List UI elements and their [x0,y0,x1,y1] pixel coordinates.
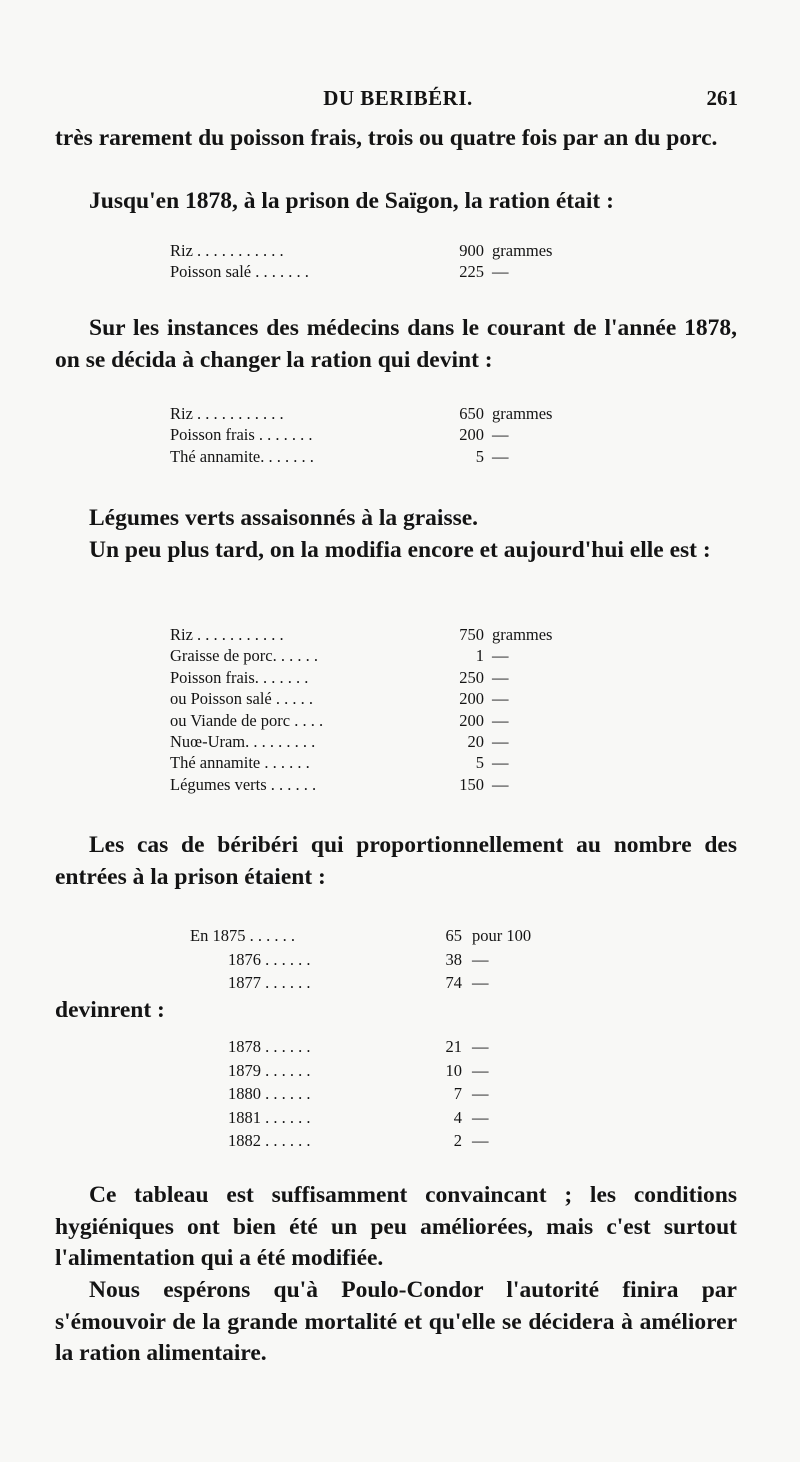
row-label: 1881 . . . . . . [228,1107,311,1127]
table-row [170,645,610,666]
table-row [190,1035,570,1059]
table-row [190,1059,570,1083]
row-label: Nuœ-Uram. . . . . . . . . [170,731,316,751]
table-row [170,624,610,645]
table-row [170,752,610,773]
row-label: 1876 . . . . . . [228,949,311,969]
row-value: 200 [459,689,484,709]
row-value: 250 [459,667,484,687]
row-value: 1 [475,646,484,666]
page-number: 261 [706,86,738,110]
row-value: 150 [459,774,484,794]
paragraph-6: Les cas de béribéri qui proportionnellement au nombre des entrées à la prison étaient : [55,832,737,890]
row-label: Thé annamite. . . . . . . [170,446,314,466]
row-label: Poisson frais. . . . . . . [170,667,309,687]
row-unit: — [492,646,509,666]
table-row [170,710,610,731]
paragraph-1: très rarement du poisson frais, trois ou quatre fois par an du porc. [55,125,718,151]
row-unit: — [472,1084,489,1104]
running-header [58,86,738,116]
table-row [170,261,610,282]
row-value: 65 [445,926,462,945]
row-value: 20 [467,731,484,751]
ration-table-before-1878 [170,240,610,283]
paragraph-8: Ce tableau est suffisamment convaincant ; les conditions hygiéniques ont bien été un peu améliorées, mais c'est surtout l'alimentation qui a été modifiée. [55,1182,737,1271]
row-unit: — [492,262,509,282]
table-row [170,240,610,261]
row-unit: grammes [492,625,553,644]
row-value: 21 [445,1037,462,1056]
table-row [190,948,570,972]
row-label: ou Viande de porc . . . . [170,710,324,730]
paragraph-2: Jusqu'en 1878, à la prison de Saïgon, la ration était : [89,188,614,214]
row-unit: grammes [492,241,553,260]
row-unit: — [492,667,509,687]
row-unit: — [472,949,489,969]
table-row [170,424,610,445]
ration-table-current [170,624,610,795]
row-unit: — [492,731,509,751]
table-row [170,667,610,688]
row-value: 10 [445,1060,462,1080]
row-unit: — [492,774,509,794]
row-value: 2 [453,1131,462,1151]
beriberi-rates-before [190,924,570,995]
paragraph-5: Un peu plus tard, on la modifia encore et aujourd'hui elle est : [89,537,711,563]
row-unit: — [492,710,509,730]
row-value: 38 [445,949,462,969]
table-row [170,774,610,795]
paragraph-3: Sur les instances des médecins dans le courant de l'année 1878, on se décida à changer la ration qui devint : [55,315,737,373]
row-unit: — [472,1060,489,1080]
row-value: 7 [453,1084,462,1104]
row-unit: — [492,689,509,709]
table-row [170,731,610,752]
row-label: Riz . . . . . . . . . . . [170,241,284,260]
row-label: Légumes verts . . . . . . [170,774,317,794]
row-value: 750 [459,625,484,644]
row-unit: pour 100 [472,926,532,945]
table-row [190,1082,570,1106]
row-value: 74 [445,973,462,993]
row-unit: — [472,1107,489,1127]
row-value: 650 [459,404,484,423]
paragraph-9: Nous espérons qu'à Poulo-Condor l'autorité finira par s'émouvoir de la grande mortalité et qu'elle se décidera à améliorer la ration alimentaire. [55,1277,737,1366]
row-value: 200 [459,425,484,445]
row-unit: — [472,1037,489,1056]
row-value: 225 [459,262,484,282]
table-row [170,403,610,424]
row-label: Riz . . . . . . . . . . . [170,404,284,423]
table-row [170,446,610,467]
row-label: 1882 . . . . . . [228,1131,311,1151]
row-value: 4 [453,1107,462,1127]
table-row [190,1129,570,1153]
row-label: ou Poisson salé . . . . . [170,689,314,709]
row-value: 5 [475,753,484,773]
row-value: 900 [459,241,484,260]
row-unit: — [472,1131,489,1151]
row-unit: — [492,446,509,466]
row-unit: — [492,425,509,445]
row-label: 1880 . . . . . . [228,1084,311,1104]
row-label: Poisson salé . . . . . . . [170,262,309,282]
running-title: DU BERIBÉRI. [323,86,473,110]
table-row [190,924,570,948]
row-unit: — [472,973,489,993]
table-row [170,688,610,709]
row-value: 200 [459,710,484,730]
table-row [190,971,570,995]
row-unit: grammes [492,404,553,423]
row-value: 5 [475,446,484,466]
row-label: Poisson frais . . . . . . . [170,425,313,445]
paragraph-4: Légumes verts assaisonnés à la graisse. [89,505,479,531]
row-label: Graisse de porc. . . . . . [170,646,319,666]
paragraph-7: devinrent : [55,997,165,1023]
table-row [190,1106,570,1130]
row-label: En 1875 . . . . . . [190,926,295,945]
row-label: 1877 . . . . . . [228,973,311,993]
row-label: 1879 . . . . . . [228,1060,311,1080]
row-unit: — [492,753,509,773]
ration-table-1878 [170,403,610,467]
beriberi-rates-after [190,1035,570,1153]
row-label: Riz . . . . . . . . . . . [170,625,284,644]
row-label: Thé annamite . . . . . . [170,753,310,773]
row-label: 1878 . . . . . . [228,1037,311,1056]
